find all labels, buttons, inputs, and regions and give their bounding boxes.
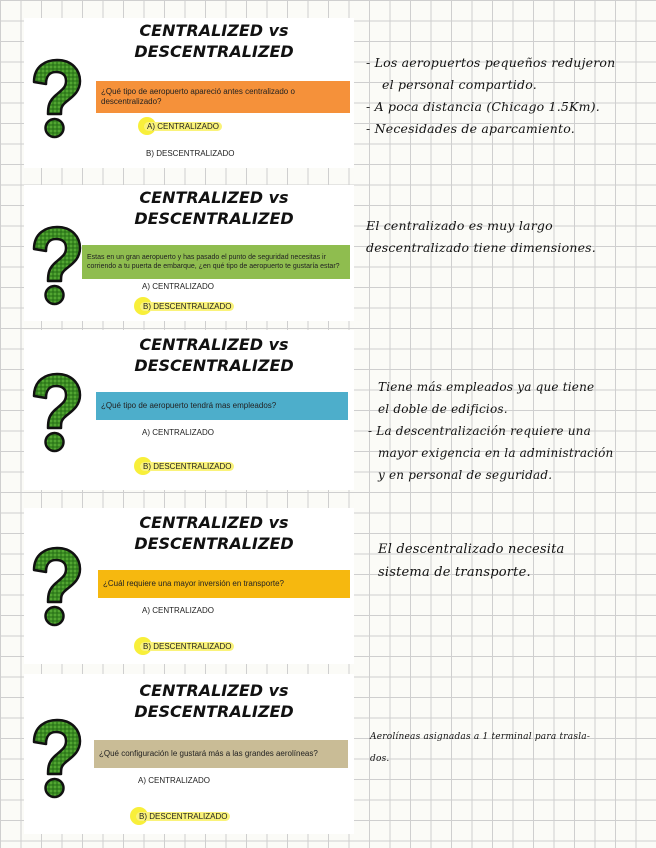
slide-1 <box>24 18 354 168</box>
note-line: El descentralizado necesita <box>378 542 565 557</box>
question-box: ¿Cuál requiere una mayor inversión en transporte? <box>98 570 350 598</box>
option-a: A) CENTRALIZADO <box>144 122 222 131</box>
question-box: ¿Qué tipo de aeropuerto tendrá mas empleados? <box>96 392 348 420</box>
note-line: descentralizado tiene dimensiones. <box>366 240 596 255</box>
note-line: Aerolíneas asignadas a 1 terminal para trasla- <box>370 732 591 742</box>
note-line: y en personal de seguridad. <box>378 468 553 482</box>
note-line: Tiene más empleados ya que tiene <box>378 380 595 394</box>
question-box: Estas en un gran aeropuerto y has pasado el punto de seguridad necesitas ir corriendo a tu puerta de embarque, ¿en qué tipo de aeropuerto te gustaría estar? <box>82 245 350 279</box>
option-b: B) DESCENTRALIZADO <box>136 812 230 821</box>
question-mark-icon <box>26 546 84 628</box>
option-b: B) DESCENTRALIZADO <box>140 642 234 651</box>
note-line: El centralizado es muy largo <box>366 218 553 233</box>
handwritten-note-2 <box>366 215 596 259</box>
option-b: B) DESCENTRALIZADO <box>146 149 235 158</box>
option-b: B) DESCENTRALIZADO <box>140 462 234 471</box>
handwritten-note-4 <box>378 538 564 584</box>
slide-title: CENTRALIZED vs DESCENTRALIZED <box>134 21 294 61</box>
slide-title: CENTRALIZED vs DESCENTRALIZED <box>134 188 294 228</box>
option-a: A) CENTRALIZADO <box>142 606 215 615</box>
note-line: dos. <box>370 754 390 764</box>
slide-2 <box>24 185 354 321</box>
note-line: el personal compartido. <box>382 77 537 92</box>
note-line: mayor exigencia en la administración <box>378 446 614 460</box>
question-mark-icon <box>26 225 84 307</box>
handwritten-note-3 <box>368 376 614 486</box>
note-line: sistema de transporte. <box>378 565 531 580</box>
slide-5 <box>24 674 354 834</box>
handwritten-note-5 <box>370 726 590 770</box>
question-mark-icon <box>26 58 84 140</box>
note-line: - Necesidades de aparcamiento. <box>366 121 575 136</box>
slide-3 <box>24 330 354 490</box>
handwritten-note-1 <box>366 52 615 140</box>
slide-title: CENTRALIZED vs DESCENTRALIZED <box>134 335 294 375</box>
question-box: ¿Qué tipo de aeropuerto apareció antes centralizado o descentralizado? <box>96 81 350 113</box>
option-a: A) CENTRALIZADO <box>142 428 215 437</box>
option-b: B) DESCENTRALIZADO <box>140 302 234 311</box>
slide-title: CENTRALIZED vs DESCENTRALIZED <box>134 681 294 721</box>
note-line: el doble de edificios. <box>378 402 508 416</box>
note-line: - La descentralización requiere una <box>368 424 591 438</box>
note-line: - Los aeropuertos pequeños redujeron <box>366 55 616 70</box>
option-a: A) CENTRALIZADO <box>138 776 211 785</box>
slide-title: CENTRALIZED vs DESCENTRALIZED <box>134 513 294 553</box>
note-line: - A poca distancia (Chicago 1.5Km). <box>366 99 600 114</box>
question-box: ¿Qué configuración le gustará más a las grandes aerolíneas? <box>94 740 348 768</box>
question-mark-icon <box>26 372 84 454</box>
option-a: A) CENTRALIZADO <box>142 282 215 291</box>
slide-4 <box>24 508 354 664</box>
question-mark-icon <box>26 718 84 800</box>
